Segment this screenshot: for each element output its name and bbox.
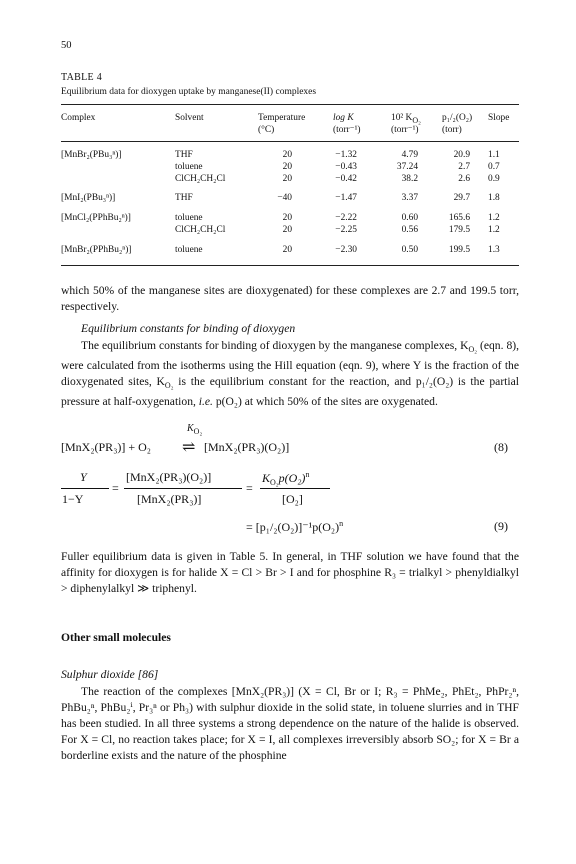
header-slope: Slope: [488, 113, 510, 123]
section-heading-equilibrium: Equilibrium constants for binding of dioxygen: [81, 322, 296, 335]
header-p-half-unit: (torr): [442, 125, 462, 135]
header-temperature-unit: (°C): [258, 125, 275, 135]
header-logk-unit: (torr⁻¹): [333, 125, 361, 135]
header-complex: Complex: [61, 113, 96, 123]
table-caption: Equilibrium data for dioxygen uptake by manganese(II) complexes: [61, 87, 317, 97]
header-ko: 10² KO₂: [391, 113, 421, 125]
paragraph-continuation: which 50% of the manganese sites are dioxygenated) for these complexes are 2.7 and 199.5 torr, respectively.: [61, 284, 519, 313]
table-label: TABLE 4: [61, 72, 103, 83]
section-heading-small-molecules: Other small molecules: [61, 631, 171, 644]
paragraph-equilibrium: The equilibrium constants for binding of dioxygen by the manganese complexes, $K_{O_2}$ (eqn. 8), were calculated from the isotherms using the Hill equation (eqn. 9), where Y is the fraction of the dioxygenated sites, $K_{O_2}$ is the equilibrium constant for the reaction, and p₁/₂(O₂) is the partial pressure at half-oxygenation, i.e. p(O₂) at which 50% of the sites are oxygenated.: [61, 339, 519, 408]
table-bottom-rule: [61, 265, 519, 266]
table-header-rule: [61, 141, 519, 142]
header-temperature: Temperature: [258, 113, 306, 123]
page-number: 50: [61, 40, 72, 51]
table-top-rule: [61, 104, 519, 105]
header-p-half: p₁/₂(O₂): [442, 113, 473, 123]
header-solvent: Solvent: [175, 113, 204, 123]
section-heading-sulphur-dioxide: Sulphur dioxide [86]: [61, 668, 159, 681]
header-ko-unit: (torr⁻¹): [391, 125, 419, 135]
paragraph-fuller-data: Fuller equilibrium data is given in Table 5. In general, in THF solution we have found that the affinity for dioxygen is for halide X = Cl > Br > I and for phosphine R₃ = trialkyl > phenyldialkyl > diphenylalkyl ≫ triphenyl.: [61, 550, 519, 595]
paragraph-sulphur-dioxide: The reaction of the complexes [MnX₂(PR₃)] (X = Cl, Br or I; R₃ = PhMe₂, PhEt₂, PhPr₂ⁿ, PhBu₂ⁿ, PhBu₂ⁱ, Pr₃ⁿ or Ph₃) with sulphur dioxide in the solid state, in toluene slurries and in THF has been studied. In all three systems a strong dependence on the nature of the halide is observed. For X = Cl, no reaction takes place; for X = I, all complexes irreversibly absorb SO₂; for X = Br a borderline exists and the nature of the phosphine: [61, 685, 519, 762]
header-logk: log K: [333, 113, 354, 123]
